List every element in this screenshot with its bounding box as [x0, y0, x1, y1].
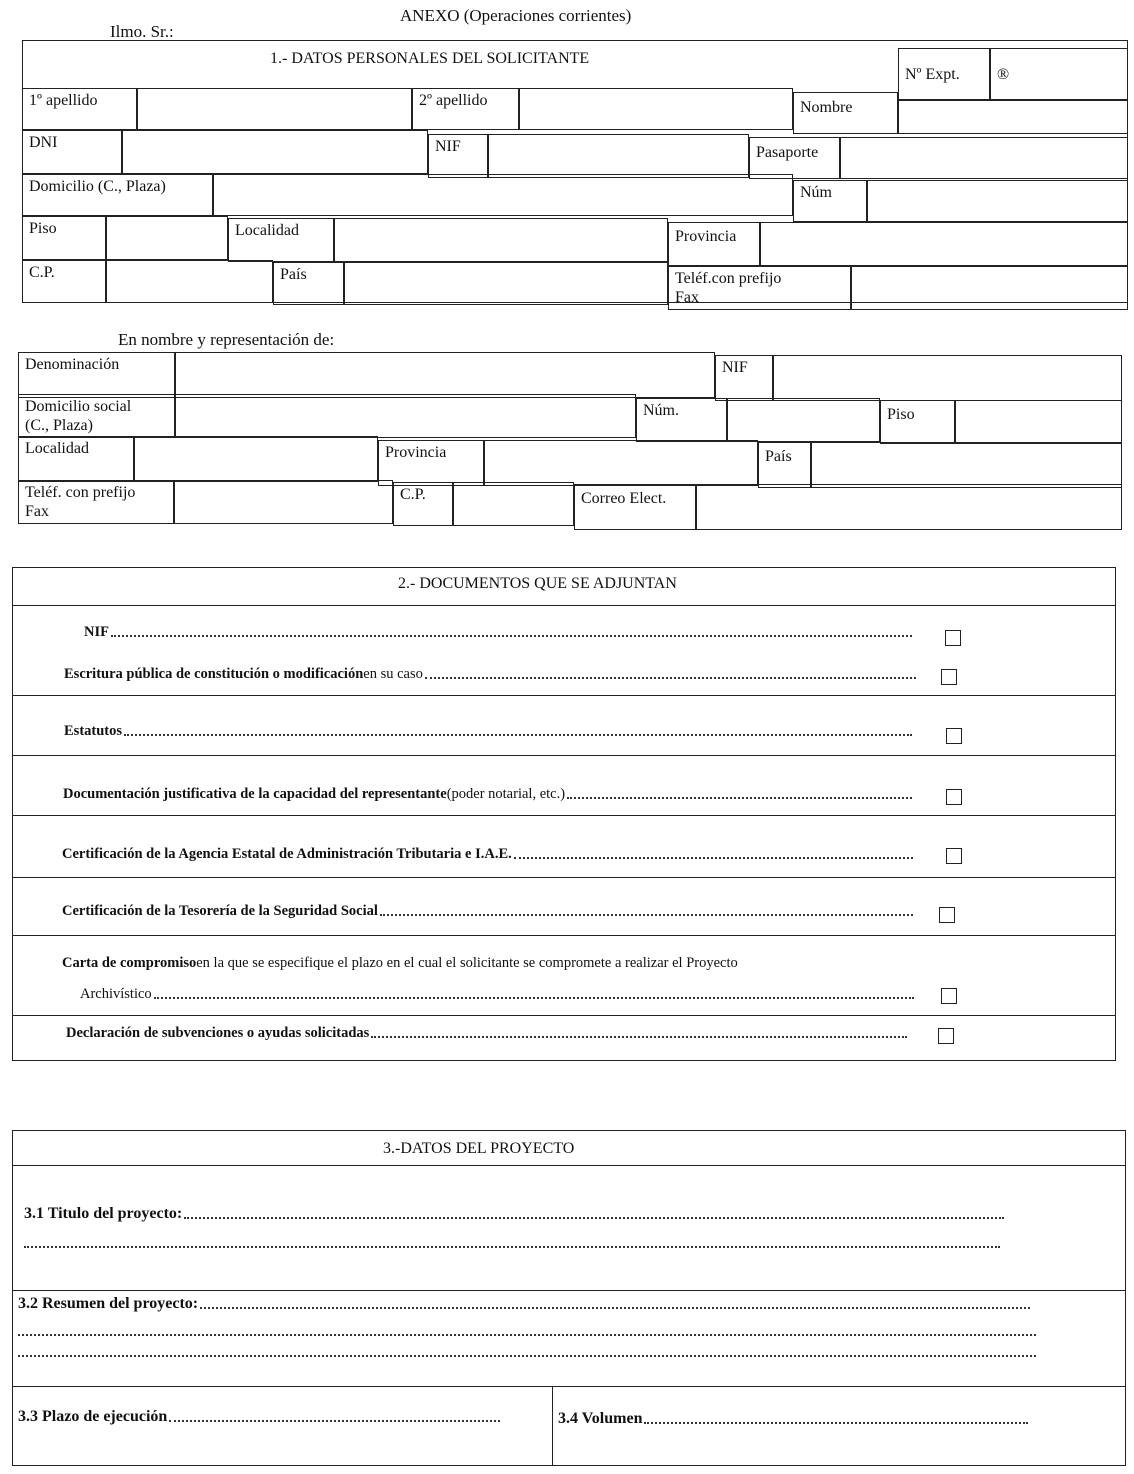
expt-value-field[interactable]: ®: [990, 48, 1128, 100]
label-domicilio-social-1: Domicilio social: [25, 398, 132, 415]
doc-item-aeat: Certificación de la Agencia Estatal de Administración Tributaria e I.A.E.: [62, 846, 917, 863]
label-rep-num: Núm.: [636, 398, 727, 442]
label-rep-telef-fax: [18, 480, 174, 524]
denominacion-field[interactable]: [175, 352, 715, 398]
doc-item-representante: Documentación justificativa de la capacidad del representante (poder notarial, etc.): [63, 786, 916, 803]
num-field[interactable]: [867, 180, 1128, 222]
label-rep-telef: Teléf. con prefijo: [25, 484, 136, 501]
nif-field[interactable]: [488, 134, 749, 178]
label-dni: DNI: [22, 130, 122, 174]
doc-item-carta: Carta de compromiso en la que se especifique el plazo en el cual el solicitante se compromete a realizar el Proyecto: [62, 955, 738, 971]
label-rep-fax: Fax: [25, 503, 49, 520]
resumen-line-3[interactable]: [18, 1355, 1036, 1357]
rep-num-field[interactable]: [727, 398, 880, 442]
label-rep-nif: NIF: [715, 355, 773, 401]
rep-localidad-field[interactable]: [134, 436, 378, 482]
label-rep-correo: Correo Elect.: [574, 484, 696, 530]
doc-checkbox-seguridad-social[interactable]: [939, 907, 955, 923]
doc-item-carta-cont: Archivístico: [80, 986, 918, 1003]
apellido2-field[interactable]: [519, 88, 793, 130]
doc-checkbox-declaracion[interactable]: [938, 1028, 954, 1044]
label-fax: Fax: [675, 289, 699, 306]
label-cp: C.P.: [22, 260, 106, 303]
label-telef: Teléf.con prefijo: [675, 270, 782, 287]
label-rep-provincia: Provincia: [378, 440, 484, 486]
rep-piso-field[interactable]: [955, 400, 1122, 444]
label-pais: País: [273, 262, 344, 305]
section2-title: 2.- DOCUMENTOS QUE SE ADJUNTAN: [398, 575, 677, 592]
titulo-field[interactable]: 3.1 Titulo del proyecto:: [24, 1205, 1008, 1223]
telef-field[interactable]: [851, 266, 1128, 310]
label-apellido1: 1º apellido: [22, 88, 137, 130]
resumen-field[interactable]: 3.2 Resumen del proyecto:: [18, 1295, 1034, 1313]
volumen-field[interactable]: 3.4 Volumen: [558, 1410, 1032, 1428]
rep-correo-field[interactable]: [696, 484, 1122, 530]
doc-checkbox-nif[interactable]: [945, 630, 961, 646]
rep-nif-field[interactable]: [773, 355, 1122, 401]
doc-checkbox-carta[interactable]: [941, 988, 957, 1004]
document-title: ANEXO (Operaciones corrientes): [400, 6, 632, 25]
label-apellido2: 2º apellido: [412, 88, 519, 130]
label-nombre: Nombre: [793, 92, 898, 134]
doc-checkbox-escritura[interactable]: [941, 669, 957, 685]
rep-cp-field[interactable]: [453, 482, 574, 526]
nombre-field[interactable]: [898, 100, 1128, 134]
doc-item-declaracion: Declaración de subvenciones o ayudas solicitadas: [66, 1025, 911, 1042]
label-telef-fax: [668, 266, 851, 310]
plazo-field[interactable]: 3.3 Plazo de ejecución: [18, 1408, 504, 1426]
representation-title: En nombre y representación de:: [118, 330, 335, 349]
label-domicilio: Domicilio (C., Plaza): [22, 174, 213, 216]
label-domicilio-social: [18, 394, 175, 438]
label-rep-pais: País: [758, 442, 811, 488]
doc-item-nif: NIF: [84, 624, 916, 641]
salutation: Ilmo. Sr.:: [110, 22, 174, 41]
expt-label: Nº Expt.: [898, 48, 990, 100]
piso-field[interactable]: [106, 216, 228, 260]
label-pasaporte: Pasaporte: [749, 137, 840, 179]
label-rep-piso: Piso: [880, 400, 955, 444]
label-domicilio-social-2: (C., Plaza): [25, 417, 93, 434]
doc-checkbox-aeat[interactable]: [946, 848, 962, 864]
label-localidad: Localidad: [228, 218, 334, 262]
apellido1-field[interactable]: [137, 88, 412, 130]
cp-field[interactable]: [106, 260, 273, 303]
doc-item-estatutos: Estatutos: [64, 723, 916, 740]
section1-title: 1.- DATOS PERSONALES DEL SOLICITANTE: [270, 50, 590, 67]
label-provincia: Provincia: [668, 222, 760, 266]
dni-field[interactable]: [122, 130, 428, 174]
pasaporte-field[interactable]: [840, 137, 1128, 179]
label-nif: NIF: [428, 134, 488, 178]
rep-telef-field[interactable]: [174, 480, 393, 524]
domicilio-field[interactable]: [213, 174, 793, 216]
domicilio-social-field[interactable]: [175, 394, 636, 438]
section3-title: 3.-DATOS DEL PROYECTO: [383, 1140, 575, 1157]
localidad-field[interactable]: [334, 218, 668, 262]
doc-checkbox-representante[interactable]: [946, 789, 962, 805]
provincia-field[interactable]: [760, 222, 1128, 266]
label-denominacion: Denominación: [18, 352, 175, 398]
titulo-line-2[interactable]: [24, 1246, 1000, 1248]
doc-item-seguridad-social: Certificación de la Tesorería de la Seguridad Social: [62, 903, 917, 920]
rep-pais-field[interactable]: [811, 442, 1122, 488]
doc-item-escritura: Escritura pública de constitución o modificación en su caso: [64, 666, 920, 683]
doc-checkbox-estatutos[interactable]: [946, 728, 962, 744]
label-rep-cp: C.P.: [393, 482, 453, 526]
label-rep-localidad: Localidad: [18, 436, 134, 482]
resumen-line-2[interactable]: [18, 1334, 1036, 1336]
label-num: Núm: [793, 180, 867, 222]
pais-field[interactable]: [344, 262, 668, 305]
label-piso: Piso: [22, 216, 106, 260]
rep-provincia-field[interactable]: [484, 440, 758, 486]
